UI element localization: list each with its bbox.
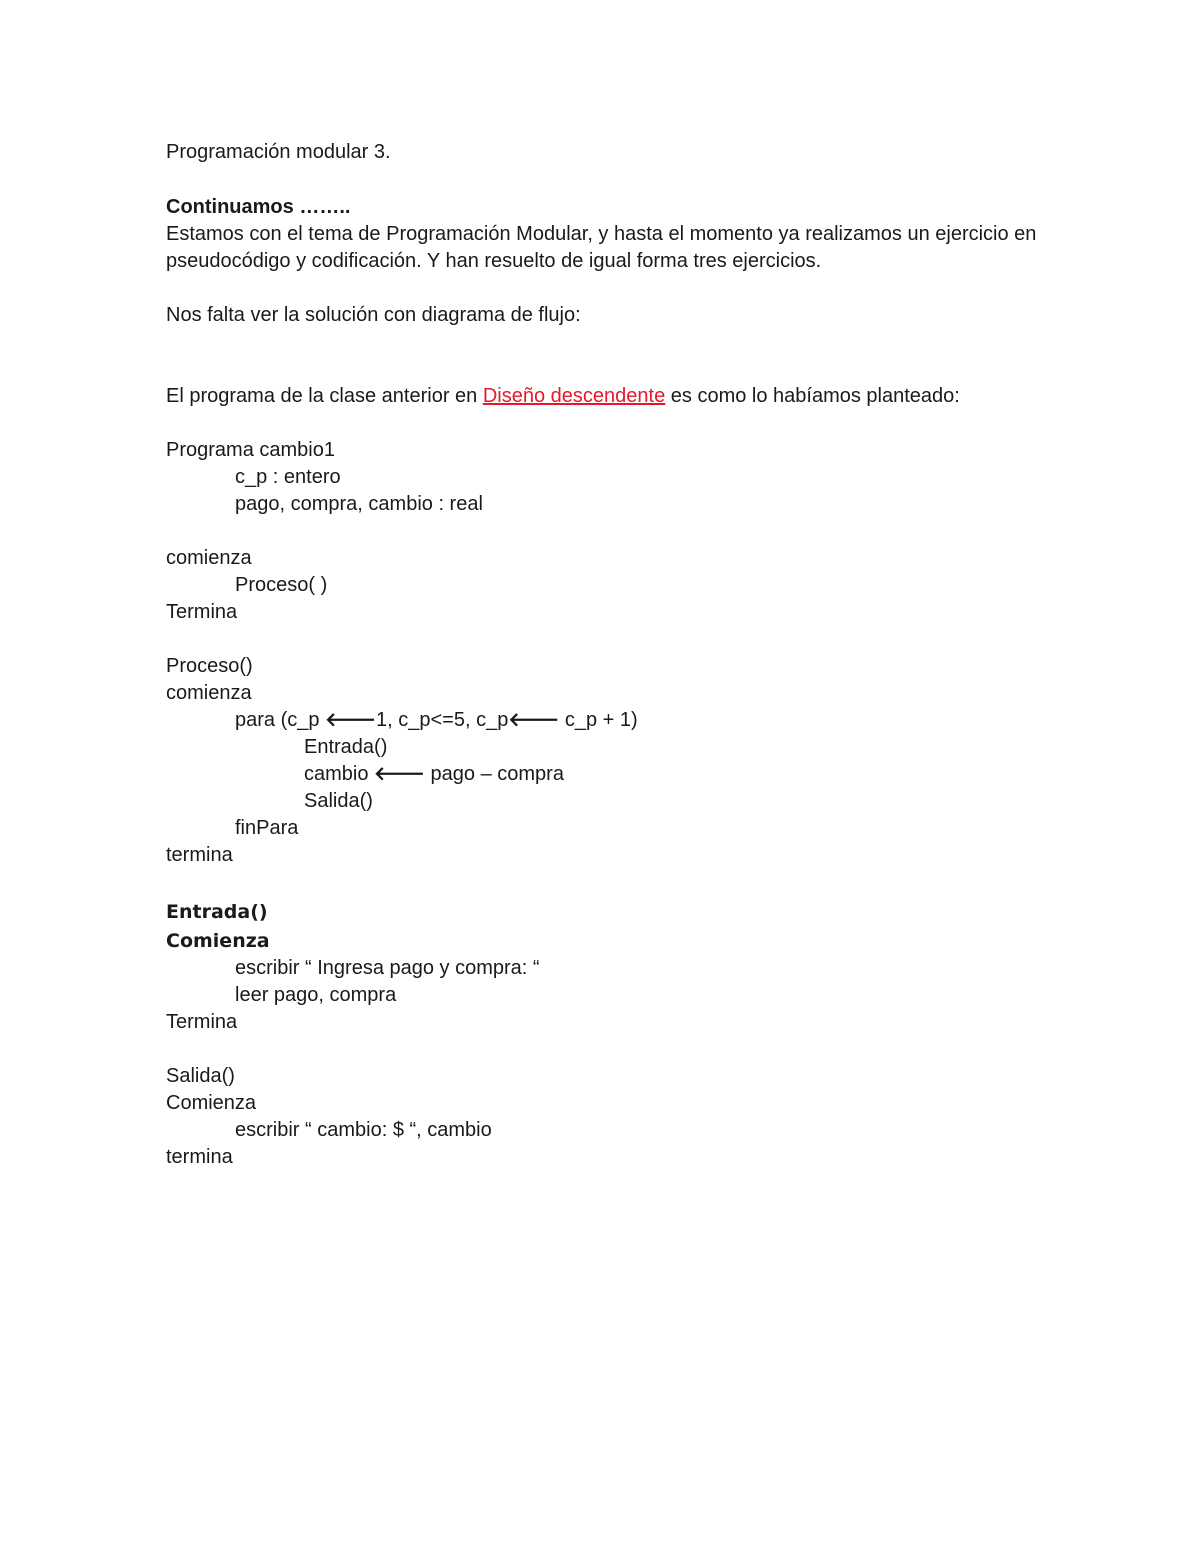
for-part-1: para (c_p <box>235 709 326 731</box>
program-begin: comienza <box>166 547 252 569</box>
salida-begin: Comienza <box>166 1092 257 1114</box>
note-text: Nos falta ver la solución con diagrama de flujo: <box>166 304 581 326</box>
program-header: Programa cambio1 <box>166 439 335 461</box>
assignment-statement <box>304 761 564 788</box>
intro-line-1: Estamos con el tema de Programación Modular, y hasta el momento ya realizamos un ejercicio en <box>166 223 1037 245</box>
salida-write: escribir “ cambio: $ “, cambio <box>235 1119 492 1141</box>
diseno-descendente-link[interactable]: Diseño descendente <box>482 385 666 407</box>
end-for: finPara <box>235 817 299 839</box>
salida-name: Salida() <box>166 1065 235 1087</box>
program-intro-after: es como lo habíamos planteado: <box>665 385 960 407</box>
program-intro-before: El programa de la clase anterior en <box>166 385 483 407</box>
program-intro <box>166 383 960 410</box>
proceso-end: termina <box>166 844 233 866</box>
left-arrow-icon: 🡐 <box>374 763 425 785</box>
entrada-write: escribir “ Ingresa pago y compra: “ <box>235 957 540 979</box>
proceso-begin: comienza <box>166 682 252 704</box>
left-arrow-icon: 🡐 <box>325 709 377 731</box>
for-part-3: c_p + 1) <box>559 709 638 731</box>
program-decl-1: c_p : entero <box>235 466 341 488</box>
entrada-name: Entrada() <box>166 901 268 923</box>
for-part-2: 1, c_p<=5, c_p <box>376 709 509 731</box>
entrada-begin: Comienza <box>166 930 270 952</box>
assign-right: pago – compra <box>424 763 564 785</box>
salida-end: termina <box>166 1146 233 1168</box>
program-decl-2: pago, compra, cambio : real <box>235 493 483 515</box>
program-end: Termina <box>166 601 238 623</box>
entrada-read: leer pago, compra <box>235 984 397 1006</box>
for-statement <box>235 707 638 734</box>
intro-heading: Continuamos …….. <box>166 196 351 218</box>
program-call-proceso: Proceso( ) <box>235 574 328 596</box>
document-title: Programación modular 3. <box>166 141 391 163</box>
left-arrow-icon: 🡐 <box>508 709 560 731</box>
intro-line-2: pseudocódigo y codificación. Y han resuelto de igual forma tres ejercicios. <box>166 250 822 272</box>
entrada-end: Termina <box>166 1011 238 1033</box>
proceso-name: Proceso() <box>166 655 253 677</box>
call-entrada: Entrada() <box>304 736 388 758</box>
assign-left: cambio <box>304 763 375 785</box>
call-salida: Salida() <box>304 790 373 812</box>
